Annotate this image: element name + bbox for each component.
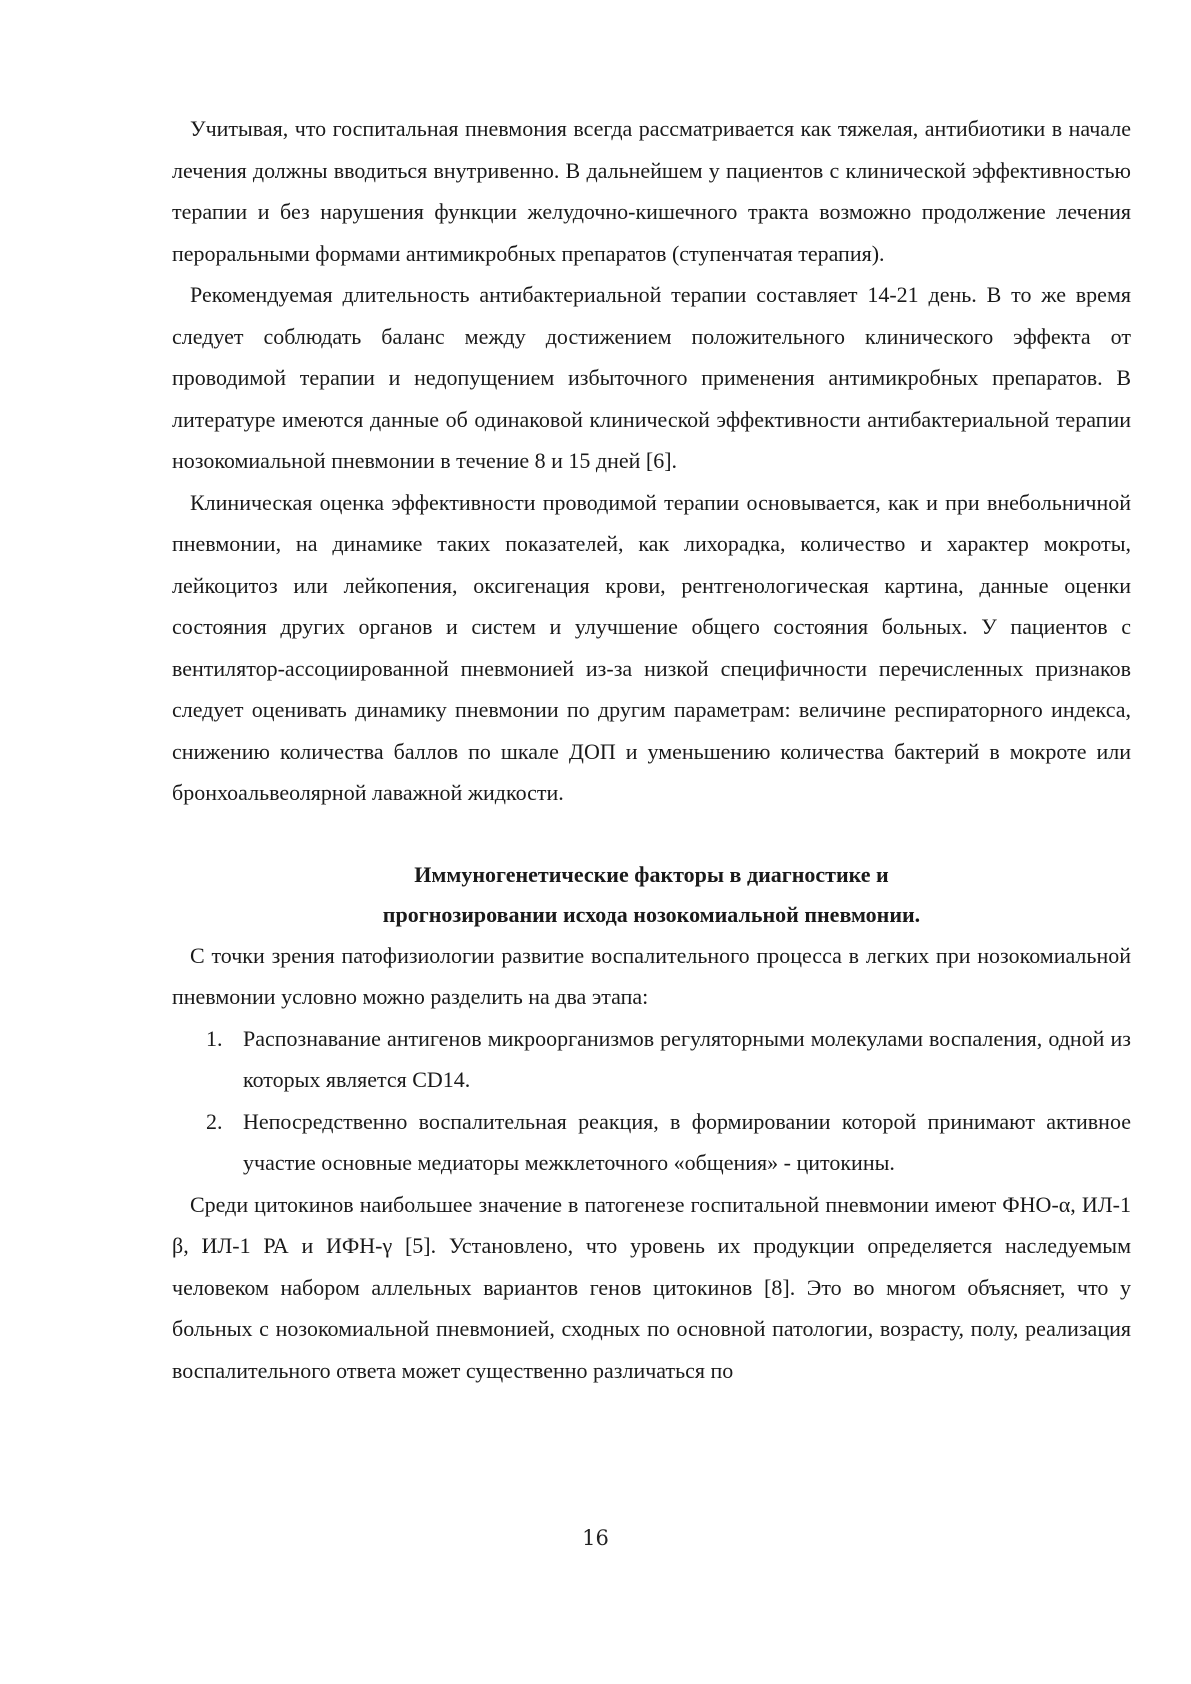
stages-list bbox=[172, 1018, 1131, 1184]
page-body bbox=[172, 108, 1131, 1391]
list-item bbox=[172, 1101, 1131, 1184]
section-heading bbox=[172, 855, 1131, 935]
paragraph-pathophysiology: С точки зрения патофизиологии развитие воспалительного процесса в легких при нозокомиальной пневмонии условно можно разделить на два этапа: bbox=[172, 942, 1131, 1009]
paragraph-iv-therapy: Учитывая, что госпитальная пневмония всегда рассматривается как тяжелая, антибиотики в начале лечения должны вводиться внутривенно. В дальнейшем у пациентов с клинической эффективностью терапии и без нарушения функции желудочно-кишечного тракта возможно продолжение лечения пероральными формами антимикробных препаратов (ступенчатая терапия). bbox=[172, 116, 1131, 266]
paragraph-cytokines: Среди цитокинов наибольшее значение в патогенезе госпитальной пневмонии имеют ФНО-α, ИЛ-1 β, ИЛ-1 РА и ИФН-γ [5]. Установлено, что уровень их продукции определяется наследуемым человеком набором аллельных вариантов генов цитокинов [8]. Это во многом объясняет, что у больных с нозокомиальной пневмонией, сходных по основной патологии, возрасту, полу, реализация воспалительного ответа может существенно различаться по bbox=[172, 1191, 1131, 1383]
list-item-number: 1. bbox=[206, 1025, 223, 1051]
list-item bbox=[172, 1018, 1131, 1101]
section-heading-line-2: прогнозировании исхода нозокомиальной пневмонии. bbox=[382, 901, 921, 927]
section-heading-line-1: Иммуногенетические факторы в диагностике и bbox=[414, 861, 889, 887]
list-item-text: Непосредственно воспалительная реакция, в формировании которой принимают активное участие основные медиаторы межклеточного «общения» - цитокины. bbox=[243, 1108, 1131, 1175]
paragraph-therapy-duration: Рекомендуемая длительность антибактериальной терапии составляет 14-21 день. В то же время следует соблюдать баланс между достижением положительного клинического эффекта от проводимой терапии и недопущением избыточного применения антимикробных препаратов. В литературе имеются данные об одинаковой клинической эффективности антибактериальной терапии нозокомиальной пневмонии в течение 8 и 15 дней [6]. bbox=[172, 282, 1131, 473]
list-item-text: Распознавание антигенов микроорганизмов регуляторными молекулами воспаления, одной из которых является CD14. bbox=[243, 1025, 1131, 1092]
page-number: 16 bbox=[582, 1526, 609, 1550]
list-item-number: 2. bbox=[206, 1108, 223, 1134]
paragraph-clinical-evaluation: Клиническая оценка эффективности проводимой терапии основывается, как и при внебольничной пневмонии, на динамике таких показателей, как лихорадка, количество и характер мокроты, лейкоцитоз или лейкопения, оксигенация крови, рентгенологическая картина, данные оценки состояния других органов и систем и улучшение общего состояния больных. У пациентов с вентилятор-ассоциированной пневмонией из-за низкой специфичности перечисленных признаков следует оценивать динамику пневмонии по другим параметрам: величине респираторного индекса, снижению количества баллов по шкале ДОП и уменьшению количества бактерий в мокроте или бронхоальвеолярной лаважной жидкости. bbox=[172, 489, 1131, 805]
